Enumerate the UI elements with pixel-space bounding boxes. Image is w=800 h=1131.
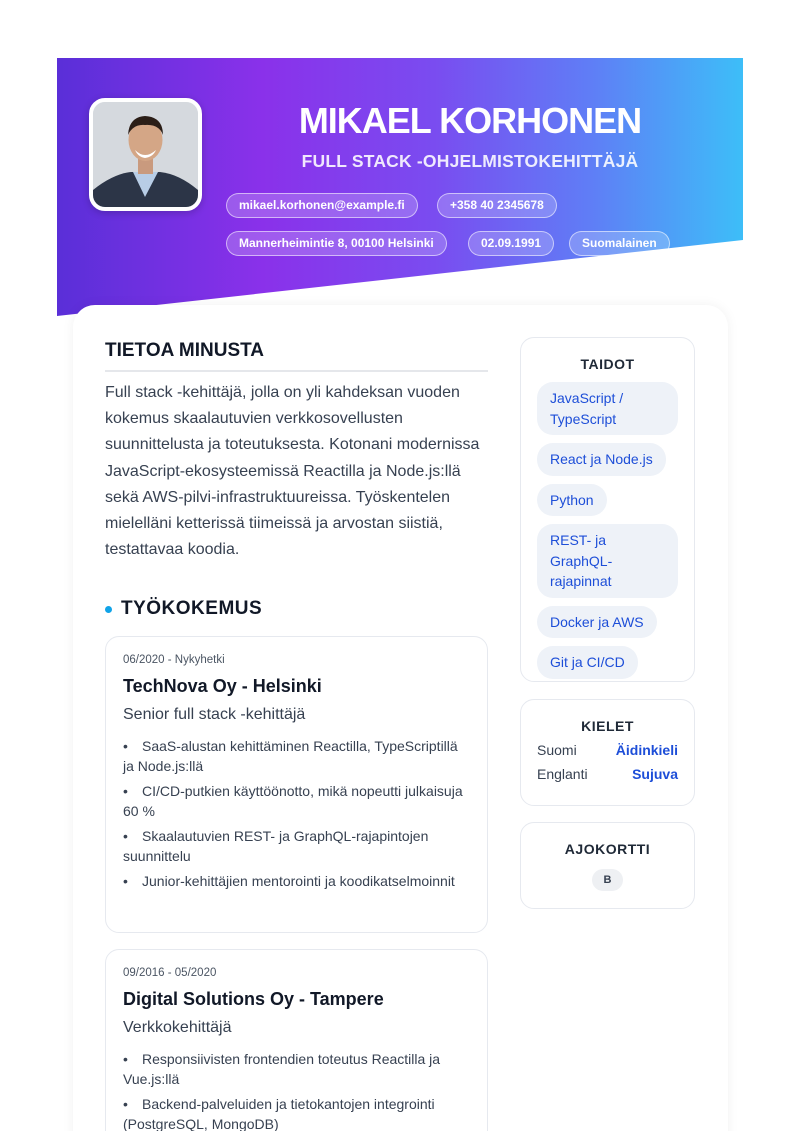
profile-photo [89,98,202,211]
email-chip[interactable]: mikael.korhonen@example.fi [226,193,418,218]
languages-heading: KIELET [581,718,634,734]
birthdate-chip: 02.09.1991 [468,231,554,256]
candidate-name: MIKAEL KORHONEN [298,100,642,141]
job-bullets [123,736,470,891]
skill-tag: Python [537,484,607,517]
nationality-chip: Suomalainen [569,231,670,256]
job-bullets [123,1049,470,1131]
language-row [537,766,678,782]
about-heading: TIETOA MINUSTA [105,340,488,372]
job-entry [105,636,488,933]
skill-tag: React ja Node.js [537,443,666,476]
languages-box [520,699,695,806]
job-role: Verkkokehittäjä [123,1019,232,1036]
skill-tag: REST- ja GraphQL-rajapinnat [537,524,678,598]
skill-tag: Git ja CI/CD [537,646,638,679]
job-bullet: • SaaS-alustan kehittäminen Reactilla, TypeScriptillä ja Node.js:llä [123,736,470,776]
language-name: Englanti [537,766,588,782]
about-text: Full stack -kehittäjä, jolla on yli kahdeksan vuoden kokemus skaalautuvien verkkosovellusten suunnittelusta ja toteutuksesta. Kotonani modernissa JavaScript-ekosysteemissä Reactilla ja Node.js:llä sekä AWS-pilvi-infrastruktuureissa. Työskentelen mielelläni ketterissä tiimeissä ja arvostan siistiä, testattavaa koodia. [105,384,480,559]
license-heading: AJOKORTTI [564,841,651,857]
job-bullet: • CI/CD-putkien käyttöönotto, mikä nopeutti julkaisuja 60 % [123,781,470,821]
bullet-dot-icon [105,606,112,613]
job-company: Digital Solutions Oy - Tampere [123,989,384,1009]
job-bullet: • Responsiivisten frontendien toteutus Reactilla ja Vue.js:llä [123,1049,470,1089]
job-date: 09/2016 - 05/2020 [123,967,217,979]
language-level: Äidinkieli [615,742,678,758]
skills-box [520,337,695,682]
language-level: Sujuva [632,766,678,782]
experience-title: TYÖKOKEMUS [121,598,263,619]
skills-list [537,382,678,679]
job-date: 06/2020 - Nykyhetki [123,654,225,666]
job-bullet: • Backend-palveluiden ja tietokantojen integrointi (PostgreSQL, MongoDB) [123,1094,470,1131]
license-class-badge: B [592,869,623,891]
job-title: FULL STACK -OHJELMISTOKEHITTÄJÄ [301,151,639,171]
skills-heading: TAIDOT [580,356,635,372]
language-row [537,742,678,758]
skill-tag: JavaScript / TypeScript [537,382,678,435]
license-box [520,822,695,909]
person-photo-icon [93,102,198,207]
job-bullet: • Skaalautuvien REST- ja GraphQL-rajapintojen suunnittelu [123,826,470,866]
job-role: Senior full stack -kehittäjä [123,706,306,723]
language-name: Suomi [537,742,577,758]
phone-chip[interactable]: +358 40 2345678 [437,193,557,218]
experience-heading [105,598,262,620]
job-company: TechNova Oy - Helsinki [123,676,322,696]
address-chip: Mannerheimintie 8, 00100 Helsinki [226,231,447,256]
job-bullet: • Junior-kehittäjien mentorointi ja koodikatselmoinnit [123,871,470,891]
skill-tag: Docker ja AWS [537,606,657,639]
job-entry [105,949,488,1131]
